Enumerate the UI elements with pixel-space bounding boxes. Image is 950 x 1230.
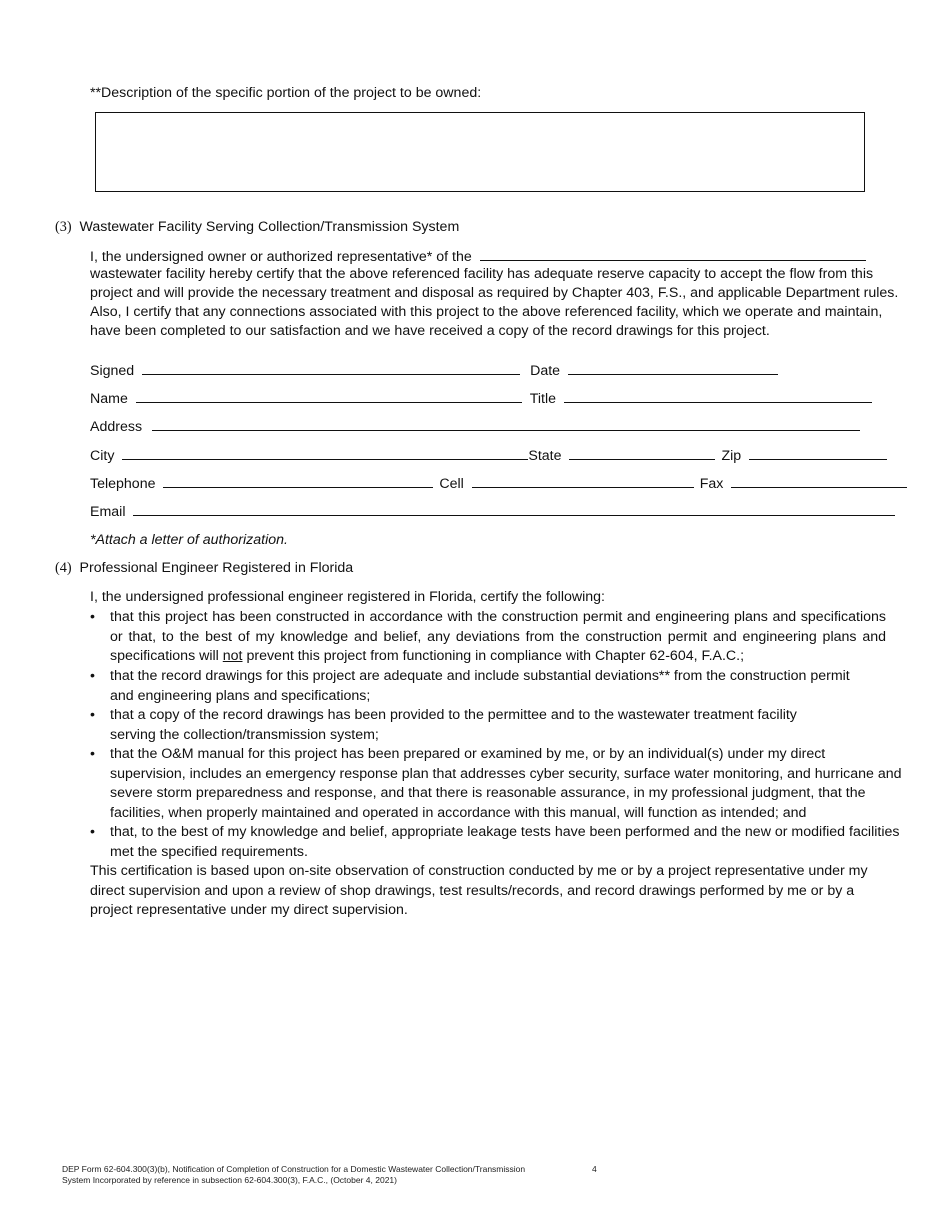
- authorization-note: *Attach a letter of authorization.: [90, 532, 288, 548]
- cell-field[interactable]: [472, 473, 694, 488]
- address-row: [90, 416, 860, 438]
- footer-line-1: DEP Form 62-604.300(3)(b), Notification of Completion of Construction for a Domestic Wastewater Collection/Transmission: [62, 1164, 526, 1174]
- bullet-dot-icon: •: [90, 746, 95, 762]
- bullet-4-line-3: severe storm preparedness and response, and that there is reasonable assurance, in my professional judgment, that the: [110, 785, 866, 801]
- title-label: Title: [529, 391, 557, 407]
- bullet-4-line-4: facilities, when properly maintained and operated in accordance with this manual, will function as intended; and: [110, 804, 807, 821]
- section-3-line-5: have been completed to our satisfaction and we have received a copy of the record drawings for this project.: [90, 323, 770, 339]
- closing-statement: [90, 862, 868, 921]
- fax-label: Fax: [699, 476, 724, 492]
- section-4-title: Professional Engineer Registered in Florida: [79, 560, 354, 576]
- facility-name-field[interactable]: [480, 246, 866, 261]
- bullet-4-line-1: that the O&M manual for this project has been prepared or examined by me, or by an individual(s) under my direct: [110, 746, 826, 762]
- title-field[interactable]: [564, 388, 872, 403]
- bullet-1-text-a: that this project has been constructed in accordance with the construction permit and engineering plans and specifications or that, to the best of my knowledge and belief, any deviations from the construction permit and engineering plans and specifications will: [110, 609, 886, 664]
- telephone-row: [90, 473, 907, 495]
- date-field[interactable]: [568, 360, 778, 375]
- section-3-line-3: project and will provide the necessary treatment and disposal as required by Chapter 403, F.S., and applicable Department rules.: [90, 285, 899, 301]
- bullet-item-1-text: [90, 608, 886, 667]
- ownership-description-box[interactable]: [95, 112, 865, 192]
- bullet-dot-icon: •: [90, 707, 95, 723]
- state-label: State: [528, 448, 562, 464]
- section-4-number: (4): [55, 560, 72, 576]
- bullet-item-2: [90, 667, 850, 706]
- signed-label: Signed: [90, 363, 135, 379]
- bullet-dot-icon: •: [90, 609, 95, 625]
- name-field[interactable]: [136, 388, 522, 403]
- bullet-5-line-2: met the specified requirements.: [110, 843, 308, 860]
- telephone-label: Telephone: [90, 476, 156, 492]
- city-label: City: [90, 448, 115, 464]
- zip-field[interactable]: [749, 445, 887, 460]
- section-4-intro: I, the undersigned professional engineer registered in Florida, certify the following:: [90, 589, 605, 605]
- bullet-dot-icon: •: [90, 668, 95, 684]
- section-3-heading: [55, 218, 459, 238]
- bullet-1-emphasis: not: [222, 648, 243, 664]
- closing-line-1: This certification is based upon on-site observation of construction conducted by me or by a project representative under my: [90, 863, 868, 879]
- footer-form-reference: [62, 1164, 525, 1186]
- fax-field[interactable]: [731, 473, 907, 488]
- address-label: Address: [90, 419, 143, 435]
- closing-line-3: project representative under my direct supervision.: [90, 902, 408, 918]
- state-field[interactable]: [569, 445, 715, 460]
- date-label: Date: [530, 363, 561, 379]
- section-3-title: Wastewater Facility Serving Collection/Transmission System: [79, 219, 460, 235]
- name-row: [90, 388, 872, 410]
- bullet-4-line-2: supervision, includes an emergency response plan that addresses cyber security, surface water monitoring, and hurricane and: [110, 765, 902, 782]
- address-field[interactable]: [152, 416, 860, 431]
- bullet-2-line-2: and engineering plans and specifications;: [110, 687, 371, 704]
- bullet-dot-icon: •: [90, 824, 95, 840]
- city-row: [90, 445, 887, 467]
- signed-field[interactable]: [142, 360, 520, 375]
- bullet-1-text-b: prevent this project from functioning in compliance with Chapter 62-604, F.A.C.;: [246, 648, 745, 664]
- footer-line-2: System Incorporated by reference in subsection 62-604.300(3), F.A.C., (October 4, 2021): [62, 1175, 397, 1185]
- section-3-line-2: wastewater facility hereby certify that the above referenced facility has adequate reserve capacity to accept the flow from this: [90, 266, 874, 282]
- bullet-item-4: [90, 745, 902, 823]
- email-label: Email: [90, 504, 126, 520]
- page-number: 4: [592, 1164, 597, 1174]
- section-3-line-4: Also, I certify that any connections associated with this project to the above referenced facility, which we operate and maintain,: [90, 304, 883, 320]
- cell-label: Cell: [439, 476, 464, 492]
- bullet-item-5: [90, 823, 899, 862]
- bullet-5-line-1: that, to the best of my knowledge and belief, appropriate leakage tests have been performed and the new or modified facilities: [110, 824, 900, 840]
- zip-label: Zip: [721, 448, 742, 464]
- bullet-item-3: [90, 706, 797, 745]
- closing-line-2: direct supervision and upon a review of shop drawings, test results/records, and record drawings performed by me or by a: [90, 882, 855, 899]
- bullet-3-line-2: serving the collection/transmission system;: [110, 726, 379, 743]
- telephone-field[interactable]: [163, 473, 433, 488]
- section-3-number: (3): [55, 219, 72, 235]
- email-row: [90, 501, 895, 523]
- ownership-description-label: **Description of the specific portion of the project to be owned:: [90, 85, 482, 101]
- section-3-line-1-text: I, the undersigned owner or authorized representative* of the: [90, 249, 472, 265]
- email-field[interactable]: [133, 501, 895, 516]
- bullet-item-1: [90, 608, 886, 667]
- city-field[interactable]: [122, 445, 528, 460]
- bullet-3-line-1: that a copy of the record drawings has been provided to the permittee and to the wastewater treatment facility: [110, 707, 797, 723]
- bullet-2-line-1: that the record drawings for this project are adequate and include substantial deviations** from the construction permit: [110, 668, 850, 684]
- section-4-heading: [55, 559, 353, 579]
- name-label: Name: [90, 391, 128, 407]
- signed-row: [90, 360, 778, 382]
